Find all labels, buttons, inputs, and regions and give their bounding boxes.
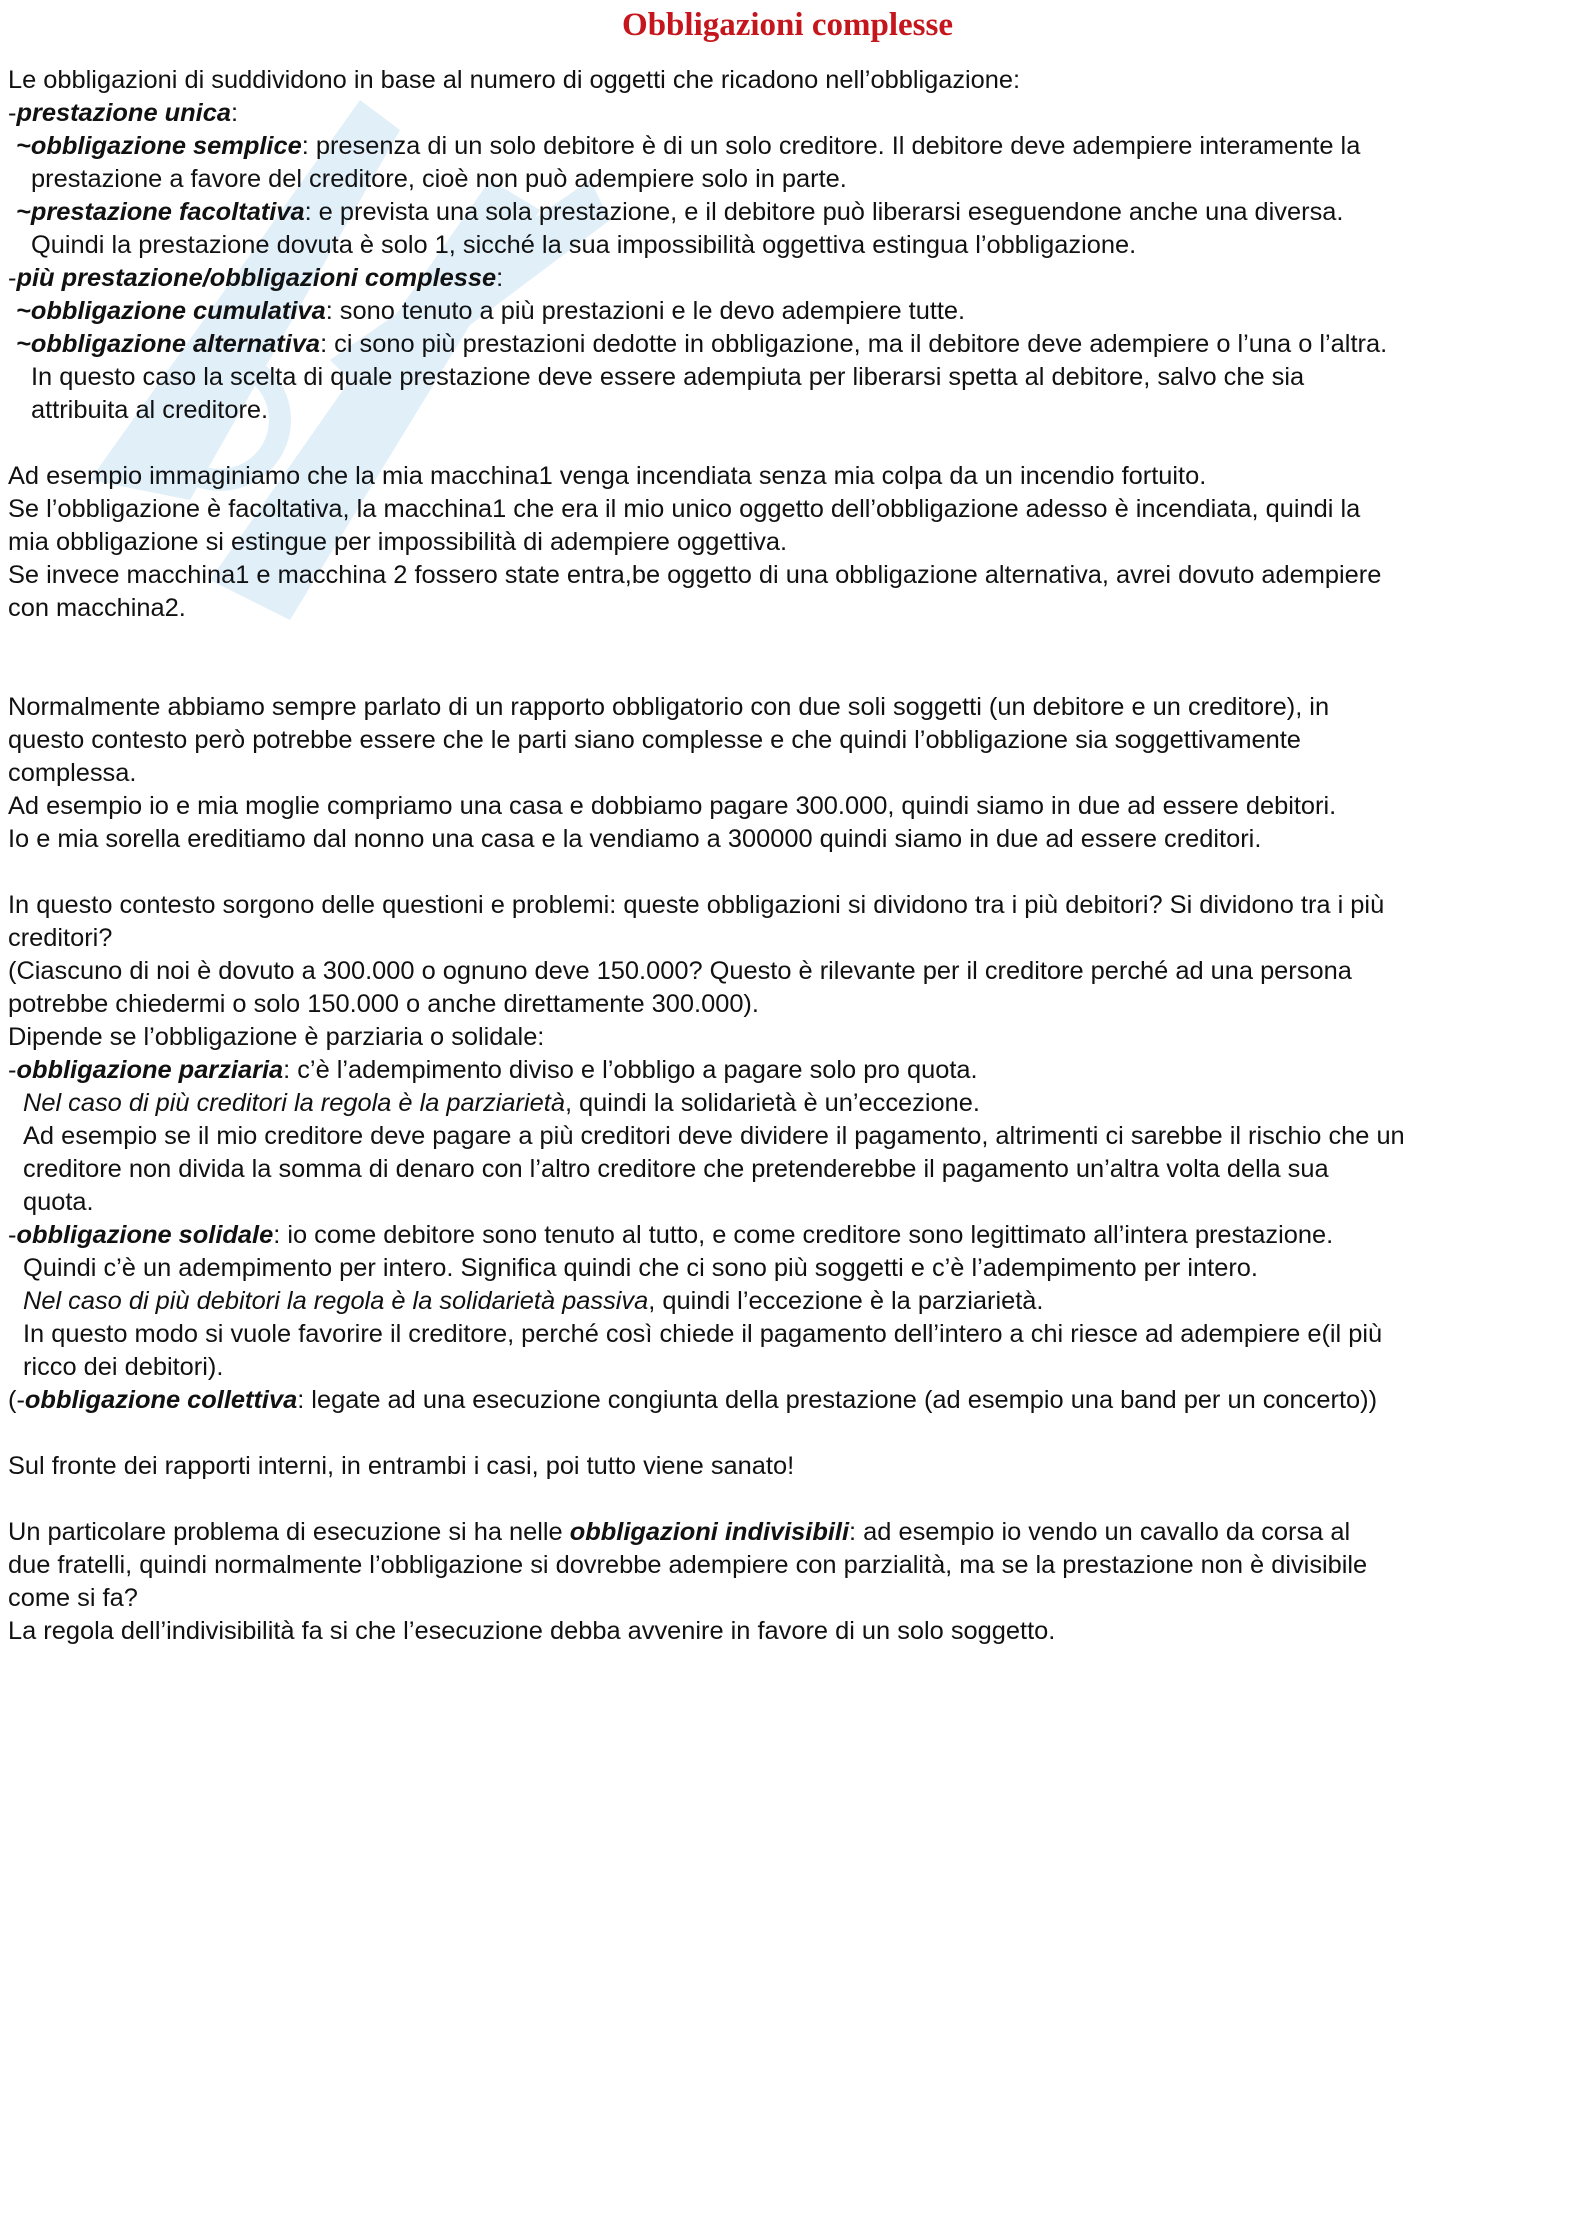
term-prestazione-facoltativa: ~prestazione facoltativa xyxy=(16,198,305,226)
paragraph-line: Un particolare problema di esecuzione si ha nelle obbligazioni indivisibili: ad esempio io vendo un cavallo da corsa al xyxy=(8,1518,1351,1546)
paragraph-line: creditori? xyxy=(8,924,113,952)
paragraph-line: Ad esempio io e mia moglie compriamo una casa e dobbiamo pagare 300.000, quindi siamo in due ad essere debitori. xyxy=(8,792,1337,820)
item-obbligazione-cumulativa: ~obbligazione cumulativa: sono tenuto a più prestazioni e le devo adempiere tutte. xyxy=(16,297,966,325)
page-title: Obbligazioni complesse xyxy=(622,7,953,43)
line-parziaria-rule: Nel caso di più creditori la regola è la parziarietà, quindi la solidarietà è un’eccezione. xyxy=(23,1089,980,1117)
term-obbligazioni-indivisibili: obbligazioni indivisibili xyxy=(569,1518,850,1546)
line-solidale-rule: Nel caso di più debitori la regola è la solidarietà passiva, quindi l’eccezione è la parziarietà. xyxy=(23,1287,1044,1315)
paragraph-intro: Le obbligazioni di suddividono in base al numero di oggetti che ricadono nell’obbligazione: xyxy=(8,66,1021,94)
section-parziaria-solidale xyxy=(8,889,1567,1417)
paragraph-line: (Ciascuno di noi è dovuto a 300.000 o ognuno deve 150.000? Questo è rilevante per il creditore perché ad una persona xyxy=(8,957,1352,985)
paragraph-line: mia obbligazione si estingue per impossibilità di adempiere oggettiva. xyxy=(8,528,788,556)
paragraph-line: Ad esempio immaginiamo che la mia macchina1 venga incendiata senza mia colpa da un incendio fortuito. xyxy=(8,462,1207,490)
line-alternativa-2: In questo caso la scelta di quale prestazione deve essere adempiuta per liberarsi spetta al debitore, salvo che sia xyxy=(31,363,1305,391)
line-facoltativa-2: Quindi la prestazione dovuta è solo 1, sicché la sua impossibilità oggettiva estingua l’obbligazione. xyxy=(31,231,1137,259)
item-obbligazione-semplice: ~obbligazione semplice: presenza di un solo debitore è di un solo creditore. Il debitore deve adempiere interamente la xyxy=(16,132,1361,160)
section-complex-parties xyxy=(8,691,1567,856)
paragraph-line: complessa. xyxy=(8,759,137,787)
line-parziaria-3: Ad esempio se il mio creditore deve pagare a più creditori deve dividere il pagamento, altrimenti ci sarebbe il rischio che un xyxy=(23,1122,1405,1150)
term-obbligazione-parziaria: obbligazione parziaria xyxy=(16,1056,284,1084)
paragraph-line: Dipende se l’obbligazione è parziaria o solidale: xyxy=(8,1023,545,1051)
line-parziaria-4: creditore non divida la somma di denaro con l’altro creditore che pretenderebbe il pagamento un’altra volta della sua xyxy=(23,1155,1329,1183)
line-parziaria-5: quota. xyxy=(23,1188,94,1216)
section-indivisibili xyxy=(8,1516,1567,1648)
item-prestazione-unica: -prestazione unica: xyxy=(8,99,239,127)
term-obbligazione-semplice: ~obbligazione semplice xyxy=(16,132,302,160)
line-alternativa-3: attribuita al creditore. xyxy=(31,396,269,424)
item-obbligazione-collettiva: (-obbligazione collettiva: legate ad una esecuzione congiunta della prestazione (ad esempio una band per un concerto)) xyxy=(8,1386,1378,1414)
term-piu-prestazioni: più prestazione/obbligazioni complesse xyxy=(16,264,497,292)
term-obbligazione-solidale: obbligazione solidale xyxy=(16,1221,274,1249)
item-obbligazione-parziaria: -obbligazione parziaria: c’è l’adempimento diviso e l’obbligo a pagare solo pro quota. xyxy=(8,1056,978,1084)
paragraph-line: con macchina2. xyxy=(8,594,186,622)
item-prestazione-facoltativa: ~prestazione facoltativa: e prevista una sola prestazione, e il debitore può liberarsi eseguendone anche una diversa. xyxy=(16,198,1344,226)
paragraph-line: Io e mia sorella ereditiamo dal nonno una casa e la vendiamo a 300000 quindi siamo in due ad essere creditori. xyxy=(8,825,1262,853)
line-solidale-4: In questo modo si vuole favorire il creditore, perché così chiede il pagamento dell’intero a chi riesce ad adempiere e(il più xyxy=(23,1320,1383,1348)
paragraph-line: Normalmente abbiamo sempre parlato di un rapporto obbligatorio con due soli soggetti (un debitore e un creditore), in xyxy=(8,693,1330,721)
line-solidale-2: Quindi c’è un adempimento per intero. Significa quindi che ci sono più soggetti e c’è l’adempimento per intero. xyxy=(23,1254,1258,1282)
paragraph-rapporti-interni: Sul fronte dei rapporti interni, in entrambi i casi, poi tutto viene sanato! xyxy=(8,1452,795,1480)
paragraph-line: potrebbe chiedermi o solo 150.000 o anche direttamente 300.000). xyxy=(8,990,759,1018)
paragraph-line: questo contesto però potrebbe essere che le parti siano complesse e che quindi l’obbligazione sia soggettivamente xyxy=(8,726,1301,754)
term-obbligazione-alternativa: ~obbligazione alternativa xyxy=(16,330,321,358)
line-solidale-5: ricco dei debitori). xyxy=(23,1353,224,1381)
section-classification xyxy=(8,64,1567,427)
term-obbligazione-cumulativa: ~obbligazione cumulativa xyxy=(16,297,326,325)
paragraph-line: In questo contesto sorgono delle questioni e problemi: queste obbligazioni si dividono tra i più debitori? Si dividono tra i più xyxy=(8,891,1385,919)
line-semplice-2: prestazione a favore del creditore, cioè non può adempiere solo in parte. xyxy=(31,165,847,193)
section-example-car xyxy=(8,460,1567,625)
paragraph-line: due fratelli, quindi normalmente l’obbligazione si dovrebbe adempiere con parzialità, ma se la prestazione non è divisibile xyxy=(8,1551,1368,1579)
paragraph-line: La regola dell’indivisibilità fa si che l’esecuzione debba avvenire in favore di un solo soggetto. xyxy=(8,1617,1056,1645)
item-piu-prestazioni: -più prestazione/obbligazioni complesse: xyxy=(8,264,504,292)
term-prestazione-unica: prestazione unica xyxy=(16,99,231,127)
item-obbligazione-solidale: -obbligazione solidale: io come debitore sono tenuto al tutto, e come creditore sono legittimato all’intera prestazione. xyxy=(8,1221,1334,1249)
term-obbligazione-collettiva: obbligazione collettiva xyxy=(24,1386,298,1414)
item-obbligazione-alternativa: ~obbligazione alternativa: ci sono più prestazioni dedotte in obbligazione, ma il debitore deve adempiere o l’una o l’altra. xyxy=(16,330,1388,358)
paragraph-line: Se invece macchina1 e macchina 2 fossero state entra,be oggetto di una obbligazione alternativa, avrei dovuto adempiere xyxy=(8,561,1382,589)
paragraph-line: come si fa? xyxy=(8,1584,138,1612)
paragraph-line: Se l’obbligazione è facoltativa, la macchina1 che era il mio unico oggetto dell’obbligazione adesso è incendiata, quindi la xyxy=(8,495,1361,523)
